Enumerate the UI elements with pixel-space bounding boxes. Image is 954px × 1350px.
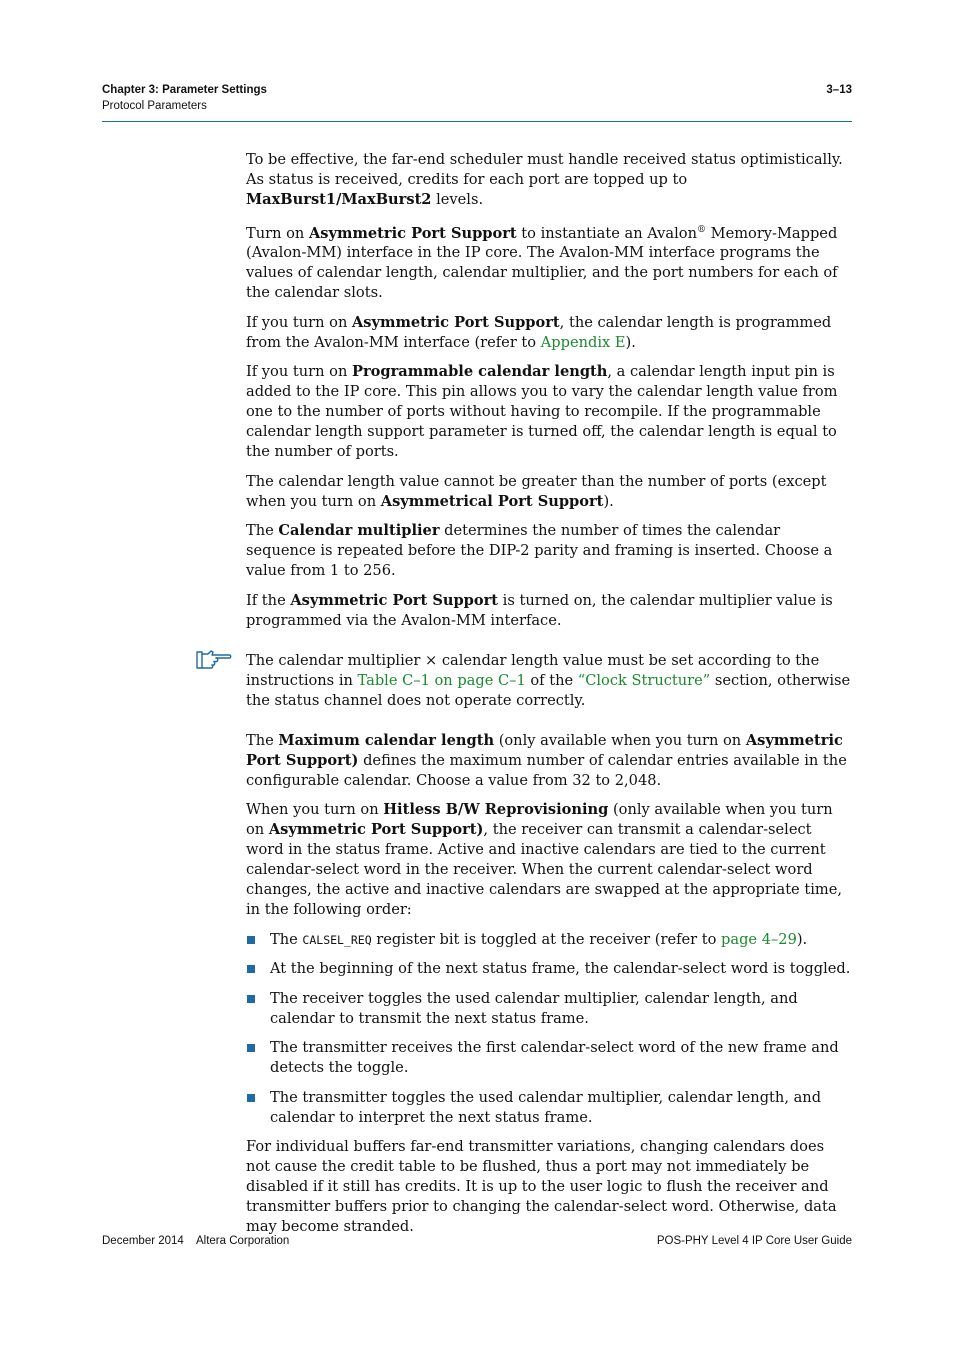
section-title: Protocol Parameters	[102, 100, 207, 112]
bullet-square-icon	[247, 965, 255, 973]
paragraph: If you turn on Programmable calendar length, a calendar length input pin is added to the IP core. This pin allows you to vary the calendar length value from one to the number of ports without having to recompile. If the programmable calendar length support parameter is turned off, the calendar length is equal to the number of ports.	[246, 363, 838, 461]
list-item: The transmitter receives the first calendar-select word of the new frame and detects the toggle.	[246, 1038, 852, 1078]
clock-structure-link[interactable]: “Clock Structure”	[577, 671, 711, 689]
paragraph: The Calendar multiplier determines the number of times the calendar sequence is repeated before the DIP-2 parity and framing is inserted. Choose a value from 1 to 256.	[246, 522, 833, 580]
paragraph: The calendar length value cannot be greater than the number of ports (except when you turn on Asymmetrical Port Support).	[246, 472, 827, 510]
page-header	[102, 84, 852, 122]
paragraph: If the Asymmetric Port Support is turned on, the calendar multiplier value is programmed via the Avalon-MM interface.	[246, 591, 833, 629]
page-4-29-link[interactable]: page 4–29	[721, 930, 797, 948]
bullet-square-icon	[247, 995, 255, 1003]
pointing-hand-icon	[196, 649, 232, 671]
bullet-square-icon	[247, 1094, 255, 1102]
bullet-square-icon	[247, 936, 255, 944]
list-item: The CALSEL_REQ register bit is toggled at the receiver (refer to page 4–29).	[246, 930, 852, 950]
body-text	[246, 150, 852, 1247]
page-number: 3–13	[826, 84, 852, 96]
bullet-square-icon	[247, 1044, 255, 1052]
page-footer	[102, 1235, 852, 1251]
paragraph: Turn on Asymmetric Port Support to instantiate an Avalon® Memory-Mapped (Avalon-MM) interface in the IP core. The Avalon-MM interface programs the values of calendar length, calendar multiplier, and the port numbers for each of the calendar slots.	[246, 224, 838, 302]
footer-right: POS-PHY Level 4 IP Core User Guide	[656, 1235, 852, 1247]
note-block: The calendar multiplier × calendar length value must be set according to the instructions in Table C–1 on page C–1 of the “Clock Structure” section, otherwise the status channel does not operate correctly.	[246, 651, 852, 711]
paragraph: The Maximum calendar length (only available when you turn on Asymmetric Port Support) defines the maximum number of calendar entries available in the configurable calendar. Choose a value from 32 to 2,048.	[246, 731, 847, 789]
paragraph: If you turn on Asymmetric Port Support, the calendar length is programmed from the Avalon-MM interface (refer to Appendix E).	[246, 313, 832, 351]
paragraph: When you turn on Hitless B/W Reprovisioning (only available when you turn on Asymmetric Port Support), the receiver can transmit a calendar-select word in the status frame. Active and inactive calendars are tied to the current calendar-select word in the receiver. When the current calendar-select word changes, the active and inactive calendars are swapped at the appropriate time, in the following order:	[246, 801, 842, 919]
list-item: At the beginning of the next status frame, the calendar-select word is toggled.	[246, 959, 852, 979]
footer-left: December 2014 Altera Corporation	[102, 1235, 290, 1247]
list-item: The transmitter toggles the used calendar multiplier, calendar length, and calendar to interpret the next status frame.	[246, 1088, 852, 1128]
paragraph: For individual buffers far-end transmitter variations, changing calendars does not cause the credit table to be flushed, thus a port may not immediately be disabled if it still has credits. It is up to the user logic to flush the receiver and transmitter buffers prior to changing the calendar-select word. Otherwise, data may become stranded.	[246, 1138, 837, 1236]
chapter-title: Chapter 3: Parameter Settings	[102, 84, 267, 96]
list-item: The receiver toggles the used calendar multiplier, calendar length, and calendar to transmit the next status frame.	[246, 989, 852, 1029]
table-c1-link[interactable]: Table C–1 on page C–1	[357, 671, 526, 689]
bullet-list	[246, 930, 852, 1128]
appendix-e-link[interactable]: Appendix E	[540, 333, 626, 351]
paragraph: To be effective, the far-end scheduler must handle received status optimistically. As status is received, credits for each port are topped up to MaxBurst1/MaxBurst2 levels.	[246, 151, 843, 208]
